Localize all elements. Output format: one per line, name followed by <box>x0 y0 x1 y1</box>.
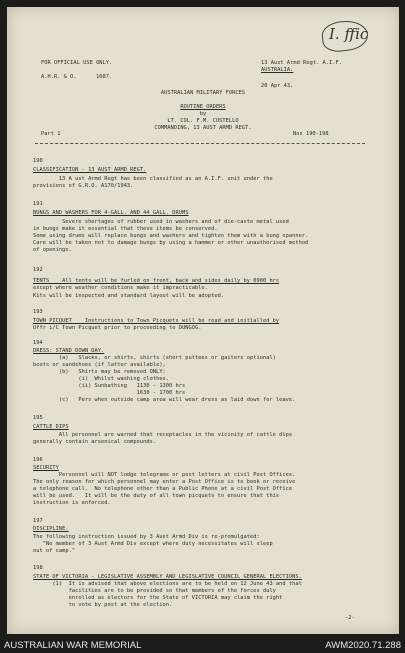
order-text-line: STATE OF VICTORIA - LEGISLATIVE ASSEMBLY AND LEGISLATIVE COUNCIL GENERAL ELECTIONS. <box>33 574 302 580</box>
document-page <box>7 7 399 634</box>
order-text-line: The following instruction issued by 3 Aust Armd Div is re-promulgated: <box>33 534 260 540</box>
order-text-line: boots or sandshoes (if latter available), <box>33 362 166 368</box>
order-numbers: Nos 190-198 <box>293 131 329 137</box>
order-text-line: CLASSIFICATION - 13 AUST ARMD REGT. <box>33 167 147 173</box>
order-text-line: provisions of G.R.O. A170/1943. <box>33 183 134 189</box>
order-text-line: Some using drums will replace bungs and washers and tighten them with a bung spanner. <box>33 233 309 239</box>
part-label: Part 1 <box>41 131 61 137</box>
order-text-line: CATTLE DIPS <box>33 424 69 430</box>
order-text-line: (ii) Sunbathing 1130 - 1300 hrs <box>33 383 186 389</box>
order-text-line: (1) It is advised that above elections are to be held on 12 June 43 and that <box>33 581 302 587</box>
order-text-line: (a) Slacks, or shirts, shirts (short puttees or gaiters optional) <box>33 355 276 361</box>
order-text-line: TOWN PICQUET Instructions to Town Picquets will be read and initialled by <box>33 318 280 324</box>
order-text-line: DISCIPLINE. <box>33 526 69 532</box>
order-text-line: Personnel will NOT lodge telegrams or post letters at civil Post Offices. <box>33 472 296 478</box>
order-text-line: SECURITY <box>33 465 59 471</box>
order-text-line: facilities are to be provided so that members of the forces duly <box>33 588 276 594</box>
handwritten-annotation: I. ffic <box>329 25 369 43</box>
order-text-line: (c) Pers when outside camp area will wear dress as laid down for leave. <box>33 397 296 403</box>
order-text-line: TENTS All tents will be furled on front, back and sides daily by 0900 hrs <box>33 278 280 284</box>
order-number: 193 <box>33 309 43 315</box>
unit-name: 13 Aust Armd Regt. A.I.F. <box>261 60 342 66</box>
order-text-line: to vote by post at the election. <box>33 602 173 608</box>
order-text-line: (i) Whilst washing clothes. <box>33 376 170 382</box>
order-text-line: The only reason for which personnel may enter a Post Office is to book or receive <box>33 479 296 485</box>
order-text-line: 13 A ust Armd Regt has been classified as an A.I.F. unit under the <box>33 176 273 182</box>
archive-footer <box>0 640 405 653</box>
archive-reference: AWM2020.71.288 <box>325 640 401 651</box>
reference-number: A.H.R. & O. 1687. <box>41 74 113 80</box>
order-text-line: generally contain arsenical compounds. <box>33 439 157 445</box>
order-text-line: Kits will be inspected and standard layout will be adopted. <box>33 293 225 299</box>
order-text-line: "No member of 3 Aust Armd Div except where duty necessitates will sleep <box>33 541 273 547</box>
order-text-line: BUNGS AND WASHERS FOR 4-GALL. AND 44 GALL. DRUMS <box>33 210 189 216</box>
order-number: 195 <box>33 415 43 421</box>
country: AUSTRALIA. <box>261 67 294 73</box>
officer-title: COMMANDING, 13 AUST ARMD REGT. <box>154 125 252 131</box>
order-text-line: 1630 - 1700 hrs <box>33 390 186 396</box>
header-rule <box>35 143 365 144</box>
order-text-line: Care will be taken not to damage bungs by using a hammer or other unauthorised method <box>33 240 309 246</box>
orders-by: by <box>199 111 207 117</box>
order-text-line: except where weather conditions make it impracticable. <box>33 285 208 291</box>
order-date: 20 Apr 43. <box>261 83 294 89</box>
order-text-line: enrolled as electors for the State of VICTORIA may claim the right <box>33 595 283 601</box>
archive-name: AUSTRALIAN WAR MEMORIAL <box>4 640 142 651</box>
order-number: 191 <box>33 201 43 207</box>
order-text-line: in bungs make it essential that these items be conserved. <box>33 226 218 232</box>
order-text-line: a telephone call. No telephone other than a Public Phone at a civil Post Office <box>33 486 293 492</box>
order-number: 194 <box>33 340 43 346</box>
classification-marking: FOR OFFICIAL USE ONLY. <box>41 60 113 66</box>
order-text-line: Severe shortages of rubber used in washers and of die-caste metal used <box>33 219 289 225</box>
order-number: 197 <box>33 518 43 524</box>
order-text-line: out of camp." <box>33 548 76 554</box>
order-number: 192 <box>33 267 43 273</box>
forces-heading: AUSTRALIAN MILITARY FORCES <box>160 90 246 96</box>
order-text-line: All personnel are warned that receptacles in the vicinity of cattle dips <box>33 432 293 438</box>
order-text-line: (b) Shirts may be removed ONLY: <box>33 369 166 375</box>
order-text-line: instruction is enforced. <box>33 500 111 506</box>
order-number: 198 <box>33 565 43 571</box>
order-text-line: will be used. It will be the duty of all town picquets to ensure that this <box>33 493 280 499</box>
commanding-officer: LT. COL. F.M. COSTELLO <box>167 118 239 124</box>
order-number: 190 <box>33 158 43 164</box>
order-text-line: Offr i/C Town Picquet prior to proceeding to DUNGOG. <box>33 325 202 331</box>
order-text-line: of openings. <box>33 247 72 253</box>
order-number: 196 <box>33 457 43 463</box>
page-number: -2- <box>345 615 355 621</box>
orders-title: ROUTINE ORDERS <box>180 104 226 110</box>
order-text-line: DRESS: STAND DOWN DAY. <box>33 348 105 354</box>
